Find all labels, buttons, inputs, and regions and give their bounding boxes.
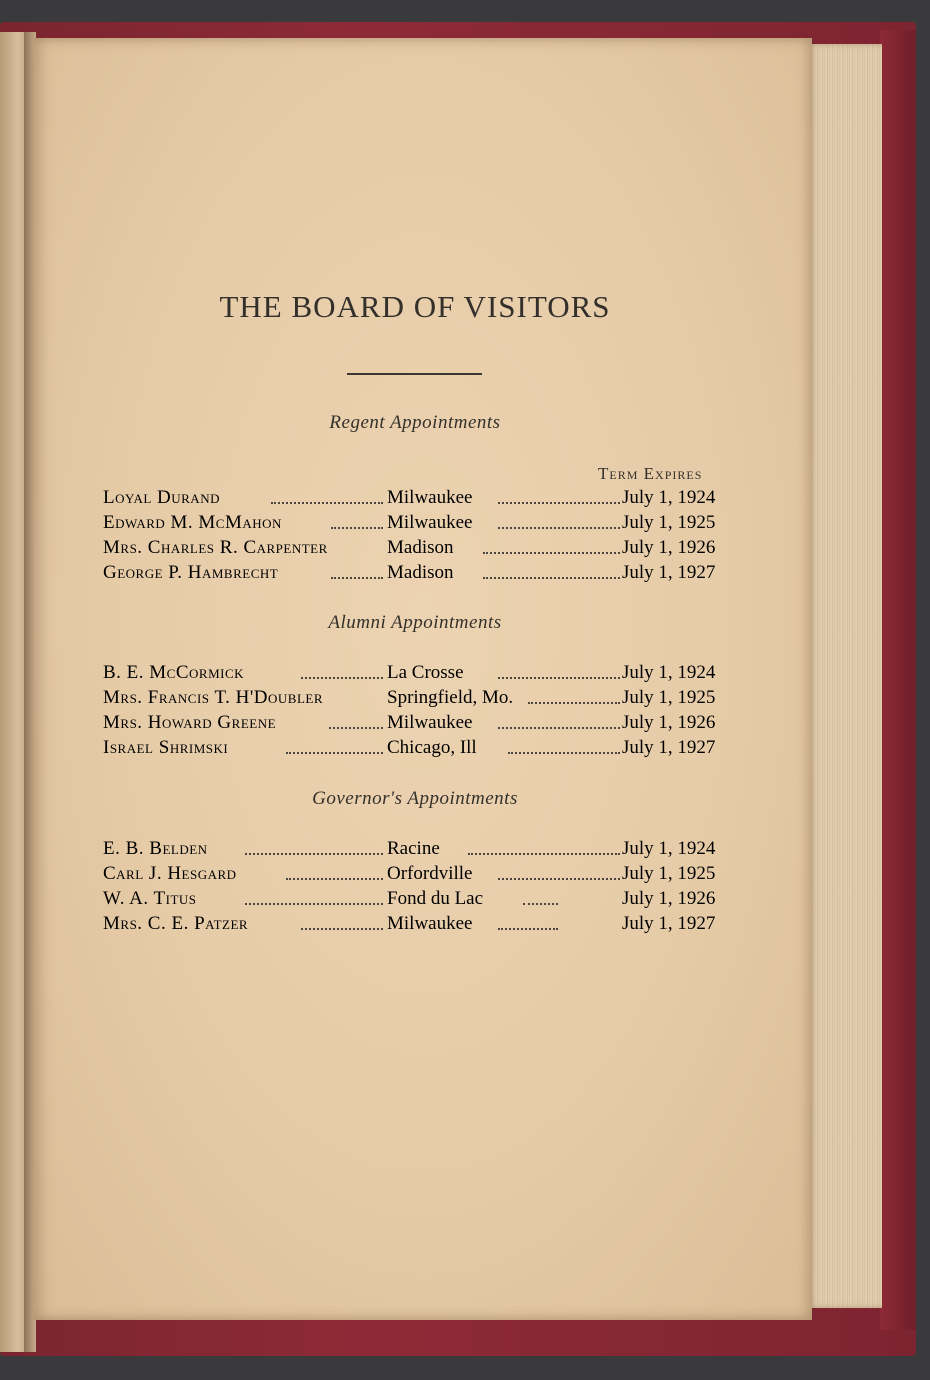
member-name: E. B. Belden <box>103 838 208 859</box>
dot-leader <box>286 752 383 754</box>
table-row <box>103 537 743 561</box>
member-place: Madison <box>387 562 454 583</box>
dot-leader <box>498 878 620 880</box>
table-row <box>103 838 743 862</box>
member-name: Loyal Durand <box>103 487 220 508</box>
table-row <box>103 737 743 761</box>
dot-leader <box>498 928 558 930</box>
member-place: Springfield, Mo. <box>387 687 514 708</box>
dot-leader <box>523 903 558 905</box>
title-divider <box>347 373 482 375</box>
member-place: Racine <box>387 838 440 859</box>
member-name: Mrs. Francis T. H'Doubler <box>103 687 324 708</box>
table-row <box>103 888 743 912</box>
member-name: Mrs. C. E. Patzer <box>103 913 249 934</box>
term-expires: July 1, 1926 <box>622 712 716 733</box>
dot-leader <box>483 552 620 554</box>
table-row <box>103 687 743 711</box>
section-heading-alumni: Alumni Appointments <box>328 612 502 633</box>
dot-leader <box>329 727 383 729</box>
column-header-term-expires: Term Expires <box>598 464 703 483</box>
member-place: Madison <box>387 537 454 558</box>
term-expires: July 1, 1924 <box>622 838 716 859</box>
member-place: Fond du Lac <box>387 888 484 909</box>
left-page-edge <box>0 32 26 1352</box>
dot-leader <box>508 752 620 754</box>
section-heading-regent: Regent Appointments <box>329 412 501 433</box>
dot-leader <box>301 677 383 679</box>
member-place: Milwaukee <box>387 487 473 508</box>
dot-leader <box>498 727 620 729</box>
dot-leader <box>498 502 620 504</box>
term-expires: July 1, 1924 <box>622 487 716 508</box>
term-expires: July 1, 1925 <box>622 863 716 884</box>
table-row <box>103 512 743 536</box>
table-row <box>103 712 743 736</box>
member-name: Mrs. Howard Greene <box>103 712 277 733</box>
term-expires: July 1, 1925 <box>622 687 716 708</box>
term-expires: July 1, 1927 <box>622 737 716 758</box>
table-row <box>103 662 743 686</box>
dot-leader <box>271 502 383 504</box>
page-title: THE BOARD OF VISITORS <box>219 289 611 324</box>
table-row <box>103 863 743 887</box>
member-name: Carl J. Hesgard <box>103 863 237 884</box>
table-row <box>103 562 743 586</box>
dot-leader <box>498 527 620 529</box>
member-name: W. A. Titus <box>103 888 197 909</box>
dot-leader <box>331 527 383 529</box>
dot-leader <box>468 853 620 855</box>
member-place: Milwaukee <box>387 913 473 934</box>
member-place: Milwaukee <box>387 512 473 533</box>
dot-leader <box>301 928 383 930</box>
term-expires: July 1, 1924 <box>622 662 716 683</box>
dot-leader <box>483 577 620 579</box>
dot-leader <box>528 702 620 704</box>
dot-leader <box>245 903 383 905</box>
term-expires: July 1, 1926 <box>622 888 716 909</box>
dot-leader <box>331 577 383 579</box>
member-name: Israel Shrimski <box>103 737 229 758</box>
dot-leader <box>245 853 383 855</box>
member-place: La Crosse <box>387 662 464 683</box>
page-fore-edge <box>808 44 882 1308</box>
dot-leader <box>286 878 383 880</box>
term-expires: July 1, 1925 <box>622 512 716 533</box>
cover-edge <box>880 30 916 1330</box>
term-expires: July 1, 1927 <box>622 562 716 583</box>
term-expires: July 1, 1927 <box>622 913 716 934</box>
term-expires: July 1, 1926 <box>622 537 716 558</box>
table-row <box>103 487 743 511</box>
member-name: B. E. McCormick <box>103 662 245 683</box>
member-name: George P. Hambrecht <box>103 562 279 583</box>
member-name: Edward M. McMahon <box>103 512 282 533</box>
dot-leader <box>498 677 620 679</box>
member-place: Chicago, Ill <box>387 737 477 758</box>
section-heading-governor: Governor's Appointments <box>312 788 518 809</box>
table-row <box>103 913 743 937</box>
member-place: Milwaukee <box>387 712 473 733</box>
member-name: Mrs. Charles R. Carpenter <box>103 537 328 558</box>
member-place: Orfordville <box>387 863 473 884</box>
